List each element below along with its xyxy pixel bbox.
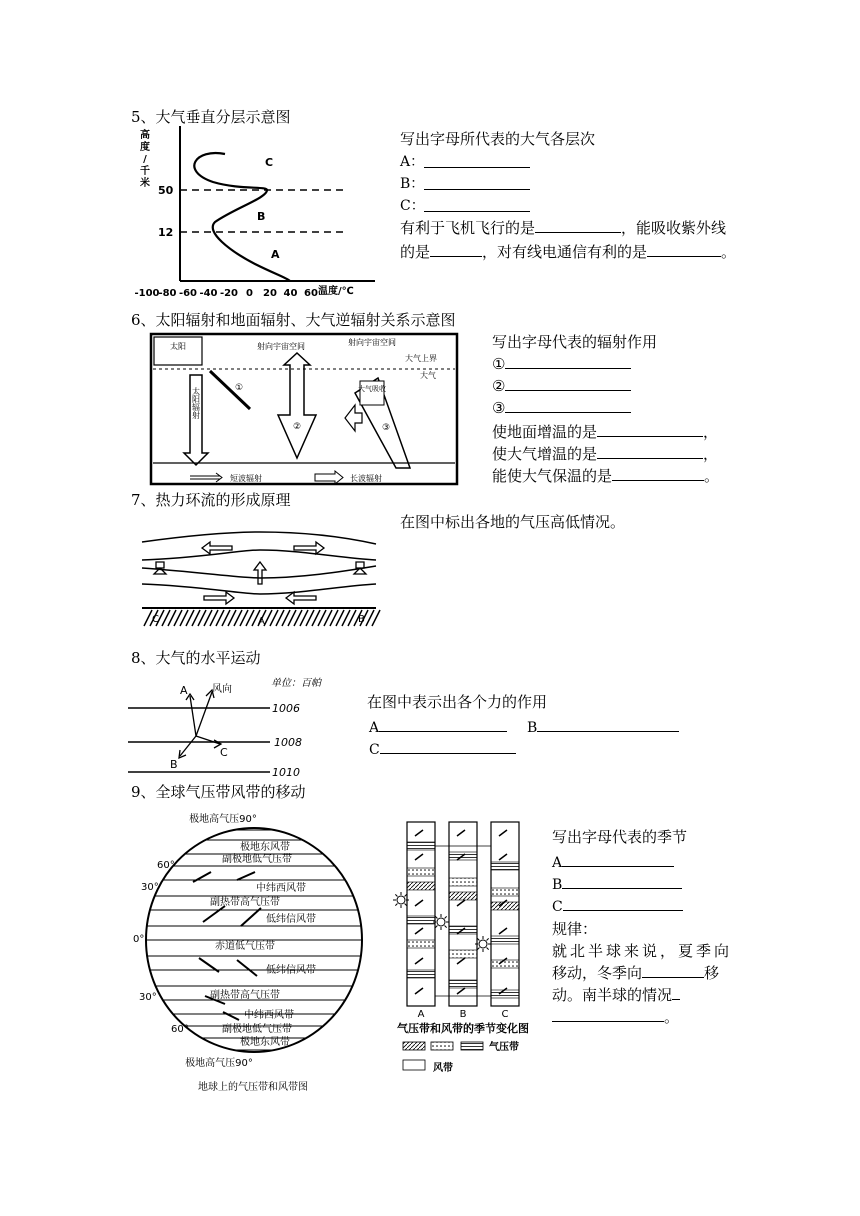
x-tick-labels — [134, 288, 318, 299]
unit-label: 单位：百帕 — [271, 678, 321, 689]
short-wave-label: 短波辐射 — [230, 474, 262, 483]
left-sinking-arrow — [154, 562, 166, 574]
lat-30n: 30° — [141, 882, 159, 893]
col-c-label: C — [501, 1009, 509, 1020]
s8-prompt: 在图中表示出各个力的作用 — [367, 693, 548, 711]
legend-wind-box — [403, 1060, 425, 1070]
right-sinking-arrow — [354, 562, 366, 574]
s5-question-2: 的是 ，对有线电通信有利的是 。 — [400, 243, 737, 261]
wind-arrow — [237, 872, 255, 880]
legend-pressure-label: 气压带 — [489, 1042, 519, 1053]
season-caption: 气压带和风带的季节变化图 — [397, 1022, 529, 1035]
s5-question-1: 有利于飞机飞行的是 ，能吸收紫外线 — [400, 219, 727, 237]
x-tick-label: -60 — [178, 288, 198, 299]
s8-blank-c[interactable] — [380, 739, 516, 754]
lat-60n: 60° — [157, 860, 175, 871]
lat-0: 0° — [133, 934, 145, 945]
belt-label: 低纬信风带 — [266, 914, 316, 925]
solar-radiation-label: 太阳辐射 — [191, 387, 201, 419]
label-1006: 1006 — [272, 702, 300, 715]
lower-isobar-bottom — [142, 584, 376, 594]
legend-hatch-1 — [403, 1042, 425, 1050]
layer-c-label: C — [265, 156, 274, 169]
s5-answer-b: B： — [400, 176, 425, 192]
s8-blank-b[interactable] — [537, 717, 679, 732]
belt-label: 副极地低气压带 — [222, 854, 292, 865]
pressure-band — [449, 980, 477, 988]
x-tick-label: 20 — [263, 288, 277, 299]
circle-3: ③ — [382, 423, 391, 433]
upper-isobar-bottom — [142, 550, 376, 560]
section8-title: 8、大气的水平运动 — [131, 649, 261, 667]
label-1010: 1010 — [272, 766, 300, 779]
upper-atmosphere-label: 大气上界 — [405, 354, 437, 363]
circle-2: ② — [293, 422, 302, 432]
s9-rule-label: 规律： — [552, 920, 598, 938]
section6-title: 6、太阳辐射和地面辐射、大气逆辐射关系示意图 — [131, 311, 456, 329]
atmosphere-layer-diagram — [135, 126, 385, 301]
sun-ray — [405, 894, 407, 896]
s6-question-2: 使大气增温的是 ， — [492, 445, 719, 463]
s6-blank-atm[interactable] — [597, 443, 703, 459]
s8-answer-b: B — [527, 717, 679, 737]
belt-label: 赤道低气压带 — [215, 941, 275, 952]
s9-rule-line4: 。 — [552, 1006, 679, 1028]
s6-question-1: 使地面增温的是 ， — [492, 423, 719, 441]
s6-blank-1[interactable] — [505, 353, 631, 369]
s5-blank-uv[interactable] — [430, 241, 482, 257]
svg-text:/: / — [143, 154, 147, 165]
sun-ray — [435, 926, 437, 928]
layer-b-label: B — [257, 210, 266, 223]
sun-ray — [477, 948, 479, 950]
sun-ray — [487, 938, 489, 940]
s9-blank-c[interactable] — [563, 896, 683, 911]
long-wave-legend-arrow — [315, 471, 343, 484]
s5-answer-c: C： — [400, 198, 425, 214]
section9-title: 9、全球气压带风带的移动 — [131, 783, 306, 801]
reflected-arrow — [210, 371, 250, 409]
belt-label: 中纬西风带 — [244, 1010, 294, 1021]
sun-ray — [395, 904, 397, 906]
absorb-label: 大气吸收 — [358, 385, 386, 393]
season-columns — [393, 822, 519, 1006]
sun-icon — [437, 918, 445, 926]
s6-item-2: ② — [492, 375, 631, 397]
layer-a-label: A — [271, 248, 280, 261]
circle-1: ① — [235, 383, 244, 393]
belt-label: 中纬西风带 — [256, 883, 306, 894]
s7-prompt: 在图中标出各地的气压高低情况。 — [400, 513, 626, 531]
s6-blank-3[interactable] — [505, 397, 631, 413]
force-c-arrow — [196, 736, 220, 744]
force-b-head — [179, 750, 186, 758]
x-tick-label: 0 — [246, 288, 253, 299]
long-wave-label: 长波辐射 — [350, 474, 382, 483]
sun-ray — [445, 916, 447, 918]
pressure-band — [407, 916, 435, 924]
s5-blank-radio[interactable] — [647, 241, 721, 257]
lat-30s: 30° — [139, 992, 157, 1003]
pressure-band — [407, 868, 435, 876]
y-tick-50: 50 — [158, 184, 174, 197]
s6-blank-2[interactable] — [505, 375, 631, 391]
sun-label: 太阳 — [170, 342, 186, 351]
sun-ray — [435, 916, 437, 918]
s9-prompt: 写出字母代表的季节 — [552, 828, 688, 846]
wind-arrow — [203, 906, 225, 922]
s9-blank-a[interactable] — [562, 852, 674, 867]
legend-wind-label: 风带 — [433, 1063, 453, 1074]
wind-arrow — [223, 1012, 239, 1020]
lower-isobar-top — [142, 566, 376, 578]
globe-caption: 地球上的气压带和风带图 — [198, 1082, 308, 1093]
pressure-band — [407, 940, 435, 948]
space-label-1: 射向宇宙空间 — [257, 342, 305, 351]
lower-left-arrow — [204, 592, 234, 604]
s9-answer-c: C — [552, 896, 683, 916]
s6-question-3: 能使大气保温的是 。 — [492, 467, 720, 485]
season-column — [491, 822, 519, 1006]
pressure-band — [491, 960, 519, 968]
pressure-band — [449, 878, 477, 886]
section7-title: 7、热力环流的形成原理 — [131, 491, 291, 509]
atmosphere-label: 大气 — [420, 371, 436, 380]
belt-label: 副极地低气压带 — [222, 1024, 292, 1035]
x-tick-label: 40 — [283, 288, 298, 299]
sun-ray — [487, 948, 489, 950]
s9-rule-line3: 动。南半球的情况 — [552, 984, 680, 1006]
pressure-band — [407, 882, 435, 890]
s8-blank-a[interactable] — [379, 717, 507, 732]
sun-ray — [395, 894, 397, 896]
belt-label: 极地高气压90° — [189, 814, 257, 825]
s9-blank-south[interactable] — [552, 1006, 664, 1022]
s5-blank-b[interactable] — [424, 189, 530, 190]
sun-ray — [445, 926, 447, 928]
global-pressure-belts-diagram — [133, 810, 373, 1095]
belt-label: 极地东风带 — [240, 1037, 290, 1048]
force-b-arrow — [180, 736, 196, 756]
section5-title: 5、大气垂直分层示意图 — [131, 108, 291, 126]
legend-hatch-3 — [461, 1042, 483, 1050]
label-b: B — [170, 758, 178, 771]
point-b: B — [358, 614, 365, 625]
s9-rule-line2: 移动，冬季向 移 — [552, 964, 720, 982]
pressure-band — [407, 842, 435, 850]
space-label-2: 射向宇宙空间 — [348, 338, 396, 347]
pressure-band — [491, 990, 519, 998]
sun-icon — [397, 896, 405, 904]
s9-blank-south-start[interactable] — [672, 984, 680, 1000]
temperature-curve — [194, 153, 290, 281]
horizontal-motion-diagram — [128, 670, 328, 780]
force-a-arrow — [190, 696, 196, 736]
x-axis-label: 温度/℃ — [318, 286, 354, 297]
wind-arrow — [237, 960, 257, 976]
pressure-band — [491, 936, 519, 944]
point-a: A — [258, 616, 265, 627]
s9-answer-b: B — [552, 874, 682, 894]
sun-icon — [479, 940, 487, 948]
lat-60s: 60° — [171, 1024, 189, 1035]
s8-answer-a: A — [369, 717, 507, 737]
svg-text:千: 千 — [140, 166, 150, 177]
s6-blank-keep[interactable] — [612, 465, 704, 481]
wind-arrow — [241, 908, 261, 926]
thermal-circulation-diagram — [140, 528, 380, 630]
point-c: C — [152, 614, 159, 625]
label-1008: 1008 — [274, 736, 302, 749]
belt-label: 副热带高气压带 — [210, 897, 280, 908]
s9-rule-line1: 就北半球来说，夏季向 — [552, 942, 733, 960]
col-a-label: A — [417, 1009, 425, 1020]
x-tick-label: -20 — [219, 288, 239, 299]
s5-prompt: 写出字母所代表的大气各层次 — [400, 130, 596, 148]
svg-text:米: 米 — [140, 178, 150, 189]
belt-label: 极地高气压90° — [185, 1058, 253, 1069]
legend-hatch-2 — [431, 1042, 453, 1050]
rising-arrow — [254, 562, 266, 584]
svg-text:高: 高 — [140, 130, 150, 141]
absorb-arrow — [345, 405, 362, 431]
label-a: A — [180, 684, 188, 697]
s8-answer-c: C — [369, 739, 516, 759]
s5-blank-plane[interactable] — [535, 217, 621, 233]
season-column — [449, 822, 477, 1006]
s6-item-1: ① — [492, 353, 631, 375]
s6-blank-ground[interactable] — [597, 421, 703, 437]
belt-label: 极地东风带 — [240, 842, 290, 853]
radiation-diagram — [150, 333, 460, 487]
wind-arrow — [196, 692, 212, 736]
col-b-label: B — [459, 1009, 467, 1020]
short-wave-legend-arrow — [190, 473, 222, 482]
s9-blank-winter[interactable] — [642, 962, 704, 978]
s5-answer-a: A： — [400, 154, 425, 170]
pressure-band — [491, 888, 519, 896]
pressure-band — [449, 950, 477, 958]
s6-prompt: 写出字母代表的辐射作用 — [492, 333, 658, 351]
seasonal-shift-diagram — [383, 820, 543, 1098]
upper-isobar-top — [142, 532, 376, 544]
y-tick-12: 12 — [158, 226, 174, 239]
s9-blank-b[interactable] — [562, 874, 682, 889]
x-tick-label: 60 — [304, 288, 318, 299]
y-axis-label — [139, 128, 150, 189]
svg-text:度: 度 — [140, 142, 150, 153]
pressure-band — [491, 862, 519, 870]
belt-label: 副热带高气压带 — [210, 990, 280, 1001]
s9-answer-a: A — [552, 852, 674, 872]
s6-item-3: ③ — [492, 397, 631, 419]
x-tick-label: -80 — [158, 288, 177, 299]
sun-ray — [405, 904, 407, 906]
pressure-band — [491, 902, 519, 910]
pressure-band — [449, 892, 477, 900]
s5-blank-c[interactable] — [424, 211, 530, 212]
belt-label: 低纬信风带 — [266, 965, 316, 976]
x-tick-label: -100 — [134, 288, 160, 299]
wind-label: 风向 — [212, 684, 232, 695]
sun-ray — [477, 938, 479, 940]
label-c: C — [220, 746, 228, 759]
x-tick-label: -40 — [199, 288, 218, 299]
pressure-band — [407, 970, 435, 978]
s5-blank-a[interactable] — [424, 167, 530, 168]
lower-right-arrow — [286, 592, 316, 604]
